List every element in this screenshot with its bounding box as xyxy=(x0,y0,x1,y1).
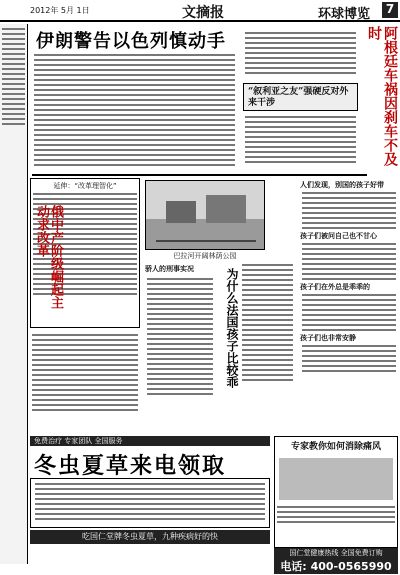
article-middle-top xyxy=(243,30,358,82)
article-middle-body-1 xyxy=(145,262,215,432)
hotline-box xyxy=(274,548,398,574)
photo-caption: 巴拉河开阔林荫公园 xyxy=(173,252,237,260)
article-right-column xyxy=(300,180,398,432)
headline-argentina: 阿根廷车祸因刹车不及时 xyxy=(366,26,398,166)
ad-strip: 免费治疗 专家团队 全国服务 xyxy=(30,436,270,446)
hotline-prefix: 电话: xyxy=(280,560,307,573)
hotline-label: 国仁堂健康热线 全国免费订购 xyxy=(289,549,383,557)
issue-date: 2012年 5月 1日 xyxy=(30,6,90,15)
headline-russia: 俄中产阶级崛起主动求改革 xyxy=(34,205,63,309)
ad-body xyxy=(30,478,270,528)
article-iran-body xyxy=(32,52,237,170)
ad-right-title: 专家教你如何消除痛风 xyxy=(290,442,381,452)
classified-column xyxy=(0,24,28,564)
headline-russia-group xyxy=(34,205,62,315)
middle-subhead: 骄人的刑事实况 xyxy=(145,265,194,273)
right-subhead-4: 孩子们也非常安静 xyxy=(300,334,356,342)
divider xyxy=(32,174,367,176)
headline-box-syria xyxy=(243,83,358,111)
hotline-phone: 400-0565990 xyxy=(310,560,392,573)
section-title: 环球博览 xyxy=(318,7,371,22)
page-header xyxy=(0,0,400,22)
right-subhead-1: 人们发现，别国的孩子好带 xyxy=(300,181,384,189)
news-photo xyxy=(145,180,265,250)
headline-iran: 伊朗警告以色列慎动手 xyxy=(36,31,226,52)
page-number: 7 xyxy=(382,2,398,18)
headline-syria: “叙利亚之友”强硬反对外来干涉 xyxy=(248,87,349,108)
headline-france: 为什么法国孩子比较乖 xyxy=(225,268,239,388)
ad-headline: 冬虫夏草来电领取 xyxy=(34,453,227,479)
right-subhead-2: 孩子们被问自己也不甘心 xyxy=(300,232,377,240)
article-left-lower xyxy=(30,332,140,432)
scene-image xyxy=(146,181,264,249)
right-subhead-3: 孩子们在外总是乖乖的 xyxy=(300,283,370,291)
article-syria-body xyxy=(243,114,358,170)
masthead: 文摘报 xyxy=(182,5,224,21)
box-label-left: 延伸：“改革理智化” xyxy=(53,182,117,190)
ad-right-image xyxy=(279,458,393,500)
article-middle-body-2 xyxy=(240,262,295,432)
ad-right xyxy=(274,436,398,548)
ad-slogan: 吃国仁堂牌冬虫夏草，九种疾病好的快 xyxy=(30,530,270,544)
